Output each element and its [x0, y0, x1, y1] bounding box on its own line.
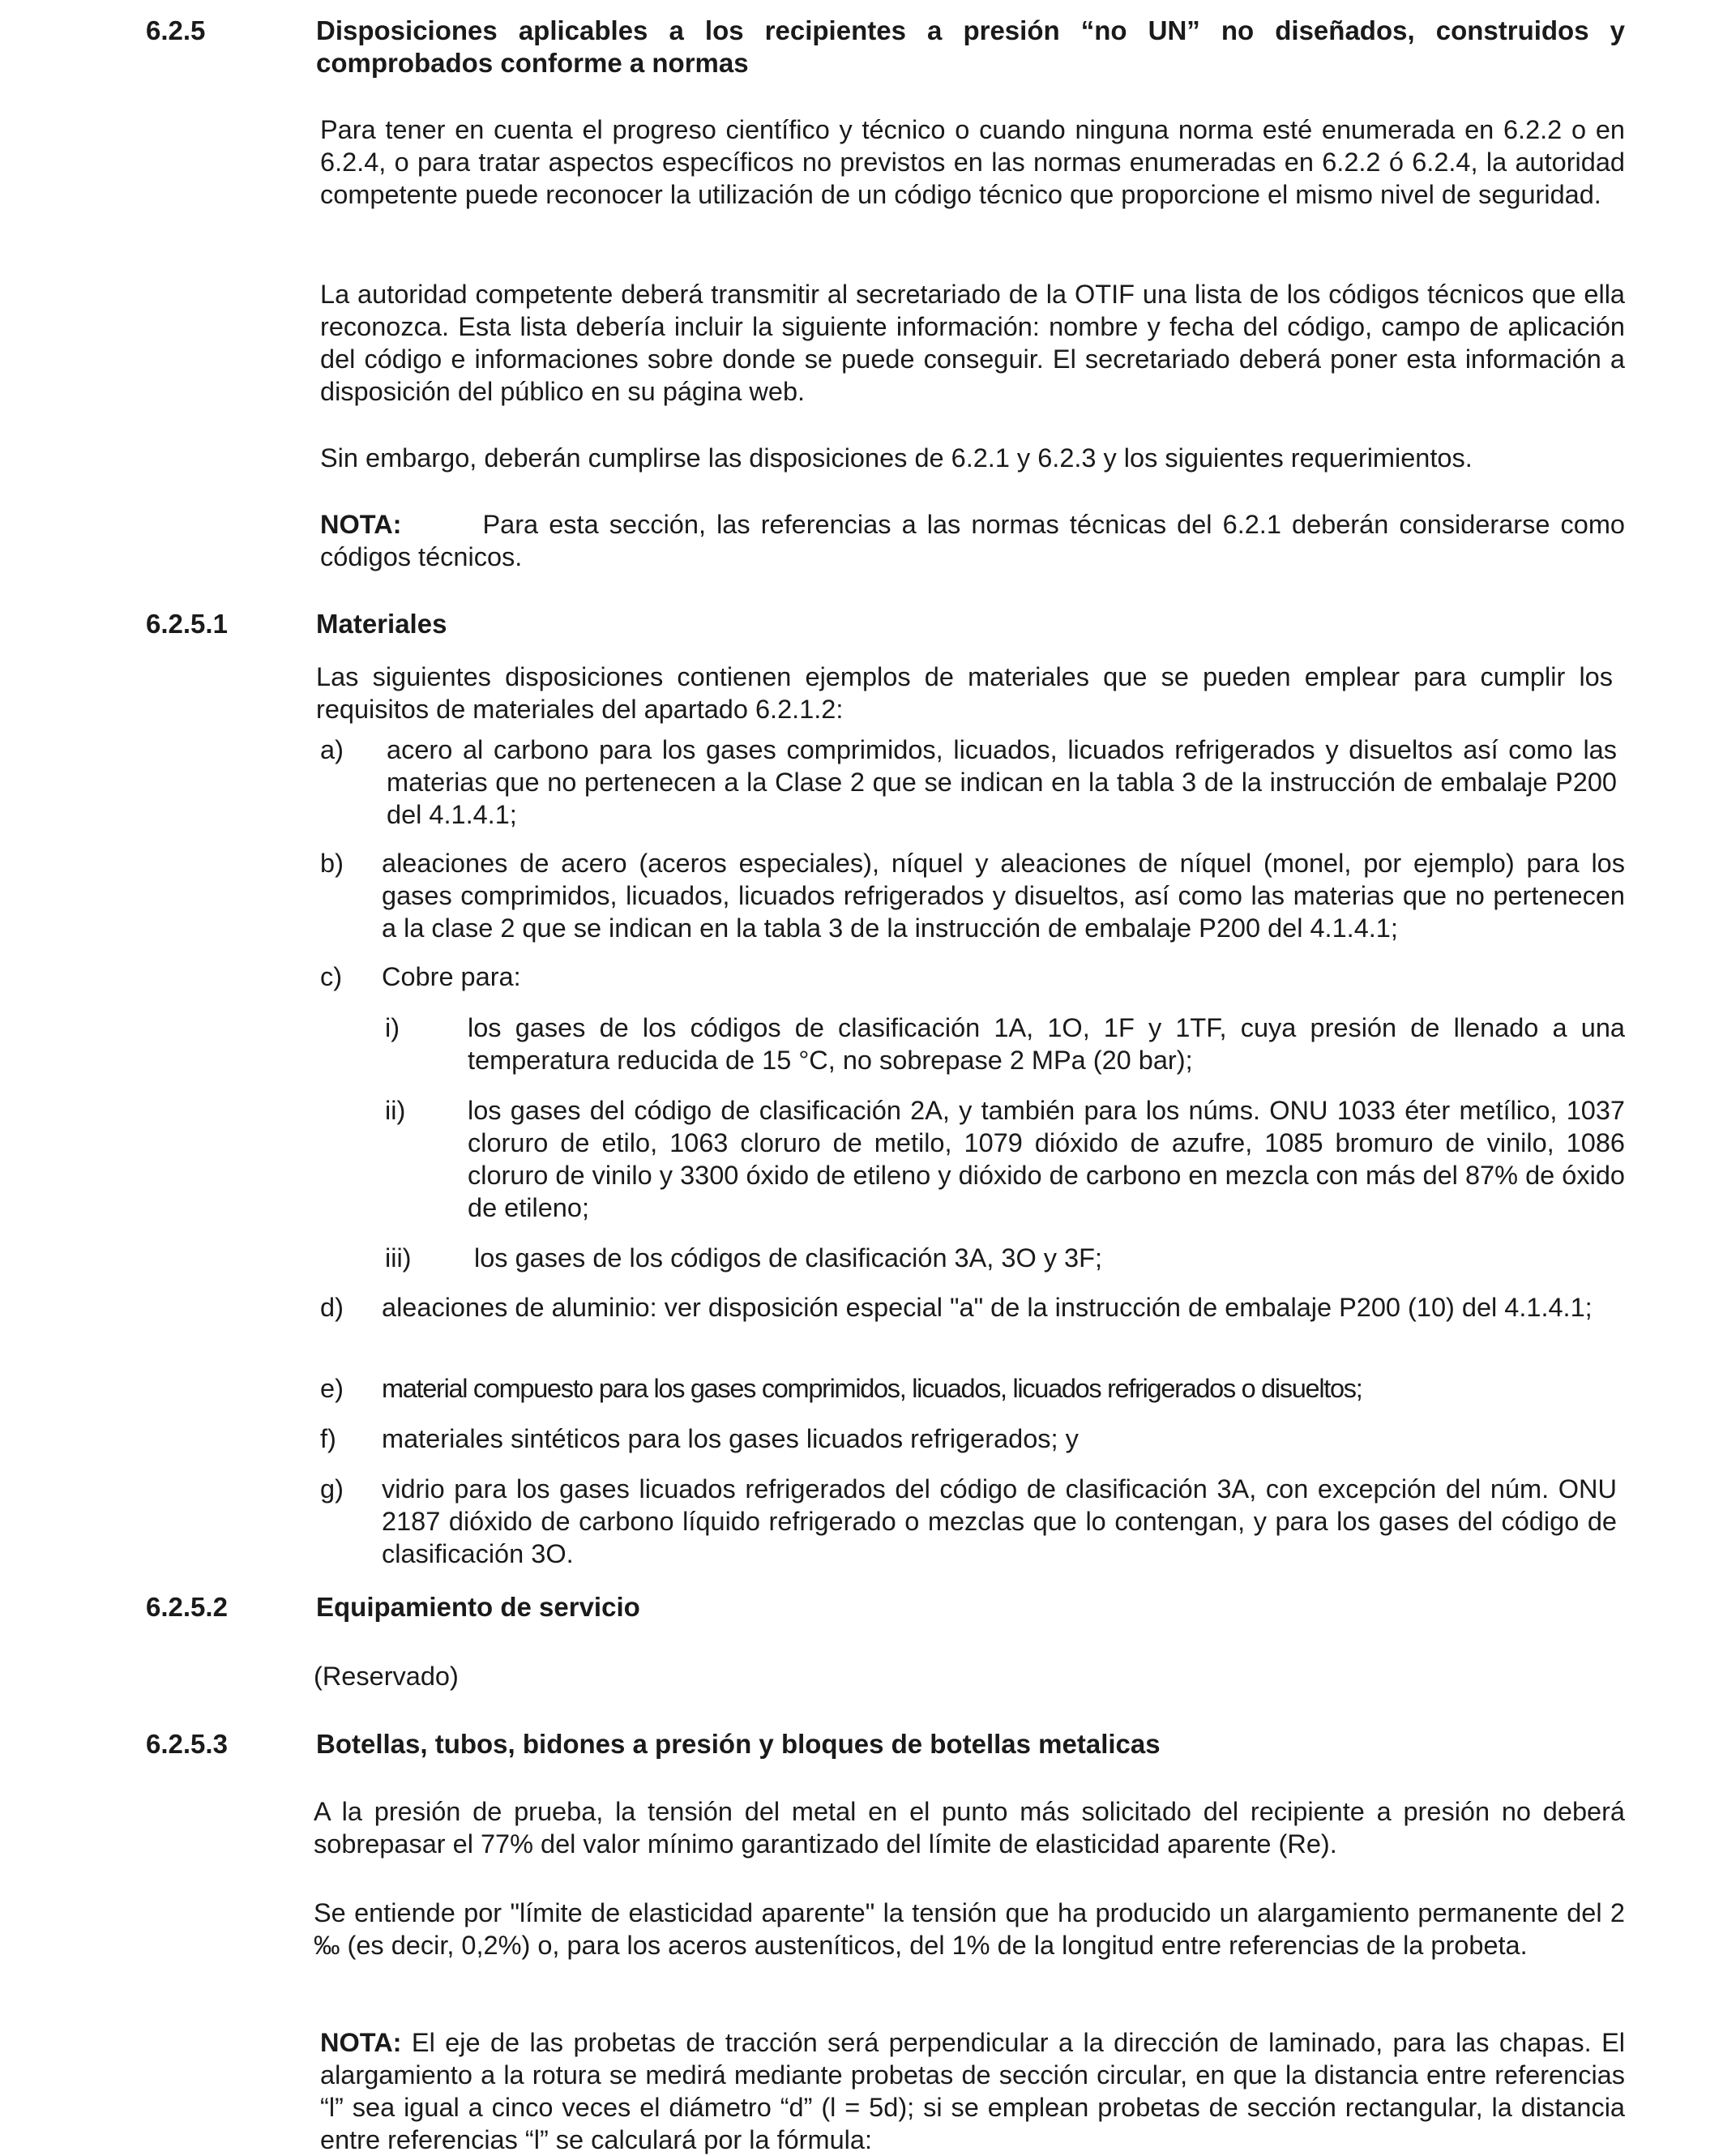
- paragraph-6-2-5-3-test-pressure: A la presión de prueba, la tensión del metal en el punto más solicitado del recipiente a presión no deberá sobrepasar el 77% del valor mínimo garantizado del límite de elasticidad aparente (Re).: [314, 1797, 1625, 1859]
- section-title-6-2-5: Disposiciones aplicables a los recipientes a presión “no UN” no diseñados, construidos y comprobados conforme a normas: [316, 15, 1625, 78]
- sublist-item-ii: [385, 1094, 1625, 1224]
- list-text-d: aleaciones de aluminio: ver disposición especial "a" de la instrucción de embalaje P200 (10) del 4.1.4.1;: [382, 1293, 1593, 1322]
- list-label-g: g): [320, 1474, 344, 1504]
- list-label-d: d): [320, 1293, 344, 1322]
- list-item-b: [320, 847, 1625, 944]
- list-text-a: acero al carbono para los gases comprimidos, licuados, licuados refrigerados y disueltos así como las materias que no pertenecen a la Clase 2 que se indican en la tabla 3 de la instrucción de embalaje P200 del 4.1.4.1;: [387, 735, 1617, 829]
- note-6-2-5-3: [320, 2026, 1625, 2156]
- section-number-6-2-5-1: 6.2.5.1: [146, 609, 228, 639]
- sublist-text-ii: los gases del código de clasificación 2A, y también para los núms. ONU 1033 éter metílico, 1037 cloruro de etilo, 1063 cloruro de metilo, 1079 dióxido de azufre, 1085 bromuro de vinilo, 1086 cloruro de vinilo y 3300 óxido de etileno y dióxido de carbono en mezcla con más del 87% de óxido de etileno;: [468, 1096, 1625, 1222]
- sublist-label-ii: ii): [385, 1096, 406, 1125]
- sublist-label-i: i): [385, 1013, 400, 1042]
- sublist-item-iii: [385, 1242, 1625, 1274]
- list-label-c: c): [320, 962, 343, 991]
- list-label-f: f): [320, 1424, 336, 1453]
- list-text-f: materiales sintéticos para los gases licuados refrigerados; y: [382, 1424, 1079, 1453]
- list-item-a: [320, 734, 1617, 831]
- section-number-6-2-5: 6.2.5: [146, 15, 206, 45]
- list-text-b: aleaciones de acero (aceros especiales), níquel y aleaciones de níquel (monel, por ejemplo) para los gases comprimidos, licuados, licuados refrigerados y disueltos, así como las materias que no pertenecen a la clase 2 que se indican en la tabla 3 de la instrucción de embalaje P200 del 4.1.4.1;: [382, 849, 1625, 943]
- list-label-e: e): [320, 1374, 344, 1403]
- note-label-6-2-5-3: NOTA:: [320, 2028, 402, 2057]
- list-item-d: [320, 1291, 1625, 1356]
- sublist-item-i: [385, 1012, 1625, 1076]
- list-item-f: [320, 1422, 1625, 1455]
- list-label-b: b): [320, 849, 344, 878]
- paragraph-6-2-5-2-reserved: (Reservado): [314, 1662, 459, 1691]
- section-title-6-2-5-3: Botellas, tubos, bidones a presión y bloques de botellas metalicas: [316, 1729, 1161, 1759]
- list-label-a: a): [320, 735, 344, 764]
- section-title-6-2-5-2: Equipamiento de servicio: [316, 1592, 640, 1622]
- list-item-g: [320, 1473, 1617, 1570]
- note-text: Para esta sección, las referencias a las normas técnicas del 6.2.1 deberán considerarse como códigos técnicos.: [320, 510, 1625, 571]
- paragraph-6-2-5-progress: Para tener en cuenta el progreso científico y técnico o cuando ninguna norma esté enumerada en 6.2.2 o en 6.2.4, o para tratar aspectos específicos no previstos en las normas enumeradas en 6.2.2 ó 6.2.4, la autoridad competente puede reconocer la utilización de un código técnico que proporcione el mismo nivel de seguridad.: [320, 115, 1625, 209]
- list-item-e: [320, 1372, 1625, 1405]
- section-number-6-2-5-2: 6.2.5.2: [146, 1592, 228, 1622]
- note-6-2-5: [320, 508, 1625, 573]
- note-label: NOTA:: [320, 510, 402, 539]
- list-text-g: vidrio para los gases licuados refrigerados del código de clasificación 3A, con excepción del núm. ONU 2187 dióxido de carbono líquido refrigerado o mezclas que lo contengan, y para los gases del código de clasificación 3O.: [382, 1474, 1617, 1568]
- sublist-text-iii: los gases de los códigos de clasificación 3A, 3O y 3F;: [474, 1243, 1102, 1273]
- list-text-c: Cobre para:: [382, 962, 521, 991]
- note-text-6-2-5-3: El eje de las probetas de tracción será perpendicular a la dirección de laminado, para las chapas. El alargamiento a la rotura se medirá mediante probetas de sección circular, en que la distancia entre referencias “l” sea igual a cinco veces el diámetro “d” (l = 5d); si se emplean probetas de sección rectangular, la distancia entre referencias “l” se calculará por la fórmula:: [320, 2028, 1626, 2154]
- section-title-6-2-5-1: Materiales: [316, 609, 447, 639]
- paragraph-6-2-5-1-intro: Las siguientes disposiciones contienen ejemplos de materiales que se pueden emplear para cumplir los requisitos de materiales del apartado 6.2.1.2:: [316, 662, 1613, 724]
- sublist-text-i: los gases de los códigos de clasificación 1A, 1O, 1F y 1TF, cuya presión de llenado a una temperatura reducida de 15 °C, no sobrepase 2 MPa (20 bar);: [468, 1013, 1625, 1075]
- list-text-e: material compuesto para los gases comprimidos, licuados, licuados refrigerados o disueltos;: [382, 1374, 1362, 1403]
- paragraph-6-2-5-otif: La autoridad competente deberá transmitir al secretariado de la OTIF una lista de los códigos técnicos que ella reconozca. Esta lista debería incluir la siguiente información: nombre y fecha del código, campo de aplicación del código e informaciones sobre donde se puede conseguir. El secretariado deberá poner esta información a disposición del público en su página web.: [320, 280, 1625, 406]
- paragraph-6-2-5-requirements: Sin embargo, deberán cumplirse las disposiciones de 6.2.1 y 6.2.3 y los siguientes requerimientos.: [320, 443, 1473, 473]
- paragraph-6-2-5-3-yield-limit: Se entiende por "límite de elasticidad aparente" la tensión que ha producido un alargamiento permanente del 2 ‰ (es decir, 0,2%) o, para los aceros austeníticos, del 1% de la longitud entre referencias de la probeta.: [314, 1898, 1625, 1960]
- section-number-6-2-5-3: 6.2.5.3: [146, 1729, 228, 1759]
- sublist-label-iii: iii): [385, 1243, 412, 1273]
- list-item-c: [320, 960, 1625, 993]
